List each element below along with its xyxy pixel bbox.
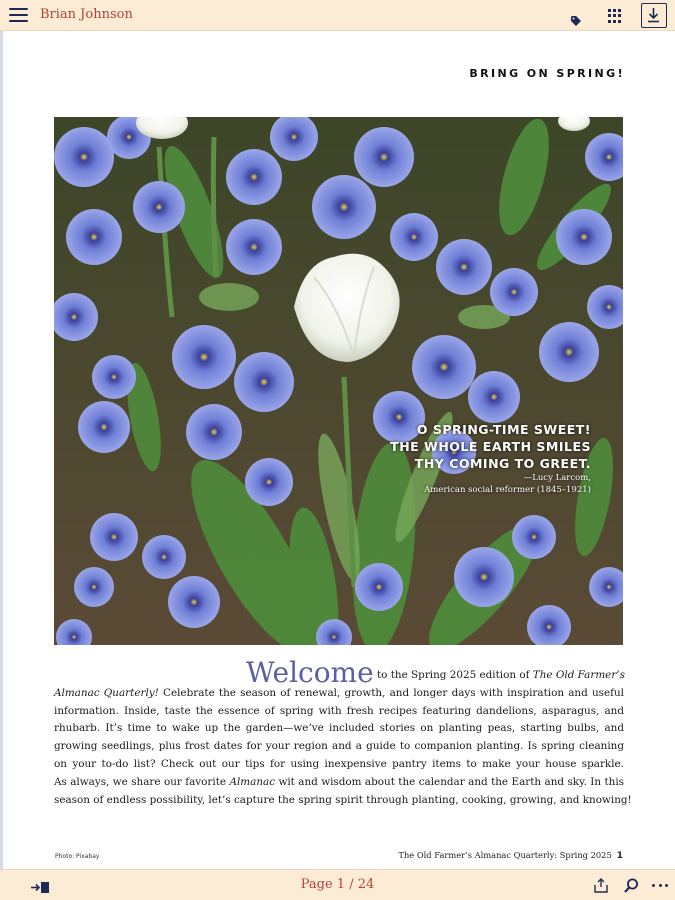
share-icon[interactable] <box>594 878 608 893</box>
photo-credit: Photo: Pixabay <box>55 853 100 860</box>
almanac-word: Almanac <box>229 775 276 788</box>
tag-icon[interactable] <box>571 11 581 21</box>
user-name[interactable]: Brian Johnson <box>40 7 133 22</box>
quote-line: THY COMING TO GREET. <box>414 456 591 471</box>
flower-photo <box>54 117 623 645</box>
menu-icon[interactable] <box>9 8 28 23</box>
intro-text: Celebrate the season of renewal, growth, and longer days with inspiration and useful <box>158 686 624 699</box>
grid-icon[interactable] <box>608 9 622 23</box>
publication-title: Almanac Quarterly! <box>54 686 159 699</box>
page-footer <box>398 850 623 861</box>
pull-quote <box>390 421 591 496</box>
intro-text: on your to-do list? Check out our tips for using inexpensive pantry items to make your house sparkle. <box>54 757 624 770</box>
intro-text: to the Spring 2025 edition of <box>377 669 533 681</box>
publication-title: The Old Farmer’s <box>532 669 625 681</box>
intro-paragraph <box>54 656 632 809</box>
search-icon[interactable] <box>624 878 639 893</box>
bottom-toolbar <box>0 869 675 900</box>
intro-text: As always, we share our favorite <box>54 775 230 788</box>
intro-text: growing seedlings, plus frost dates for your region and a guide to companion planting. Is spring cleaning <box>54 740 624 753</box>
intro-text: information. Inside, taste the essence of spring with fresh recipes featuring dandelions, asparagus, and <box>54 704 624 717</box>
top-toolbar <box>0 0 675 31</box>
footer-publication: The Old Farmer’s Almanac Quarterly: Spring 2025 <box>398 850 612 860</box>
welcome-heading: Welcome <box>246 656 374 689</box>
magazine-page[interactable] <box>3 31 675 869</box>
section-title: BRING ON SPRING! <box>469 67 625 80</box>
quote-author-detail: American social reformer (1845–1921) <box>424 485 591 495</box>
more-icon[interactable] <box>652 884 668 888</box>
intro-text: wit and wisdom about the calendar and the Earth and sky. In this <box>275 775 625 788</box>
page-indicator[interactable]: Page 1 / 24 <box>300 877 375 892</box>
page-number: 1 <box>616 851 623 861</box>
quote-line: O SPRING-TIME SWEET! <box>416 422 591 437</box>
intro-text: season of endless possibility, let’s capture the spring spirit through planting, cooking, growing, and knowing! <box>54 793 632 806</box>
quote-author: —Lucy Larcom, <box>523 473 591 483</box>
intro-text: rhubarb. It’s time to wake up the garden—we’ve included stories on planting peas, starting bulbs, and <box>54 722 624 735</box>
quote-line: THE WHOLE EARTH SMILES <box>390 439 591 454</box>
download-icon[interactable] <box>641 3 667 28</box>
